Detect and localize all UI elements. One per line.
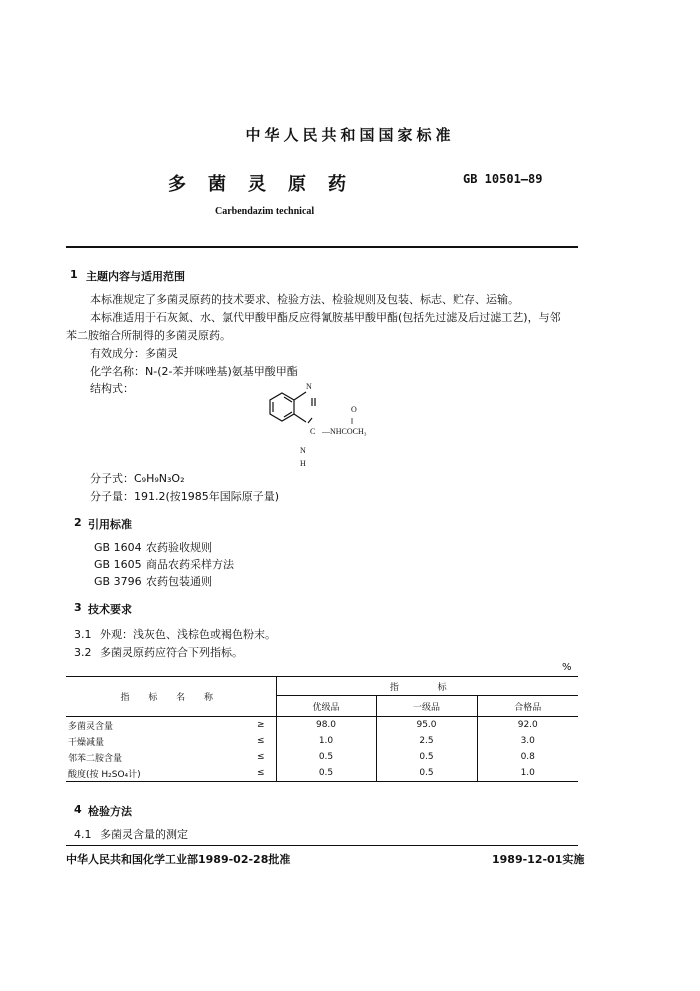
section-1-title: 主题内容与适用范围 — [86, 270, 185, 283]
reference-name: 农药包装通则 — [146, 575, 212, 588]
item-3-2-number: 3.2 — [74, 646, 92, 659]
structure-oxygen: O — [351, 405, 357, 414]
item-4-1-text: 多菌灵含量的测定 — [100, 828, 188, 841]
row-operator: ≤ — [246, 749, 276, 765]
row-name: 多菌灵含量 — [68, 721, 114, 732]
item-3-1-number: 3.1 — [74, 628, 92, 641]
structural-formula — [262, 372, 382, 452]
section-1-para-2-line-2: 苯二胺缩合所制得的多菌灵原药。 — [66, 329, 231, 342]
row-operator: ≤ — [246, 733, 276, 749]
effective-date: 1989-12-01实施 — [492, 853, 585, 866]
row-value: 1.0 — [276, 733, 376, 749]
table-row — [66, 733, 578, 749]
section-1-para-2-line-1: 本标准适用于石灰氮、水、氯代甲酸甲酯反应得氰胺基甲酸甲酯(包括先过滤及后过滤工艺)，与邻 — [90, 311, 561, 324]
chemical-name: 化学名称：N-(2-苯并咪唑基)氨基甲酸甲酯 — [90, 365, 298, 378]
row-value: 92.0 — [517, 720, 538, 730]
section-3-title: 技术要求 — [88, 603, 132, 616]
unit-label: % — [562, 662, 572, 673]
row-value: 0.5 — [276, 749, 376, 765]
table-row — [66, 749, 578, 765]
section-1-number: 1 — [70, 268, 78, 281]
row-value: 2.5 — [376, 733, 477, 749]
benzene-ring — [270, 393, 294, 421]
section-3-number: 3 — [74, 601, 82, 614]
molecular-formula: 分子式：C₉H₉N₃O₂ — [90, 472, 185, 485]
row-name: 干燥减量 — [68, 737, 105, 748]
row-value: 95.0 — [376, 717, 477, 734]
table-row — [66, 765, 578, 782]
document-title-english: Carbendazim technical — [215, 206, 315, 217]
table-header-grade: 优级品 — [276, 696, 376, 717]
structure-carbamate-group: —NHCOCH₃ — [322, 427, 367, 436]
reference-code: GB 1605 — [94, 558, 142, 571]
row-value: 3.0 — [520, 736, 535, 746]
row-value: 98.0 — [276, 717, 376, 734]
section-4-number: 4 — [74, 803, 82, 816]
row-value: 0.5 — [376, 749, 477, 765]
footer-divider — [66, 845, 578, 846]
structure-double-bond: ‖ — [351, 417, 354, 426]
header-divider — [66, 246, 578, 248]
specification-table — [66, 676, 578, 782]
table-header-grade: 一级品 — [376, 696, 477, 717]
standard-org-title: 中华人民共和国国家标准 — [245, 126, 455, 144]
item-3-1-text: 外观：浅灰色、浅棕色或褐色粉末。 — [100, 628, 276, 641]
molecular-weight: 分子量：191.2(按1985年国际原子量) — [90, 490, 280, 503]
section-1-para-1: 本标准规定了多菌灵原药的技术要求、检验方法、检验规则及包装、标志、贮存、运输。 — [90, 293, 519, 306]
structure-n-bottom: N — [300, 446, 306, 455]
row-operator: ≤ — [246, 765, 276, 782]
table-row — [66, 717, 578, 734]
row-name: 酸度(按 H₂SO₄计) — [68, 769, 141, 780]
row-value: 0.5 — [376, 765, 477, 782]
reference-name: 商品农药采样方法 — [146, 558, 234, 571]
item-3-2-text: 多菌灵原药应符合下列指标。 — [100, 646, 243, 659]
approval-statement: 中华人民共和国化学工业部1989-02-28批准 — [66, 853, 291, 866]
row-operator: ≥ — [246, 717, 276, 734]
section-2-number: 2 — [74, 516, 82, 529]
row-name: 邻苯二胺含量 — [68, 753, 123, 764]
active-ingredient: 有效成分：多菌灵 — [90, 347, 178, 360]
structure-n-top: N — [306, 382, 312, 391]
structure-carbon: C — [310, 427, 316, 436]
section-2-title: 引用标准 — [88, 518, 132, 531]
row-value: 0.5 — [276, 765, 376, 782]
section-4-title: 检验方法 — [88, 805, 132, 818]
table-header-group: 指 标 — [276, 677, 578, 696]
table-header-name: 指 标 名 称 — [66, 677, 276, 717]
document-number: GB 10501—89 — [463, 172, 543, 186]
reference-code: GB 3796 — [94, 575, 142, 588]
document-title: 多菌灵原药 — [168, 174, 368, 195]
structure-label: 结构式： — [90, 382, 134, 395]
structure-hydrogen: H — [300, 459, 306, 468]
reference-code: GB 1604 — [94, 541, 142, 554]
reference-name: 农药验收规则 — [146, 541, 212, 554]
table-header-grade: 合格品 — [477, 696, 578, 717]
row-value: 0.8 — [520, 752, 535, 762]
item-4-1-number: 4.1 — [74, 828, 92, 841]
row-value: 1.0 — [520, 768, 535, 778]
